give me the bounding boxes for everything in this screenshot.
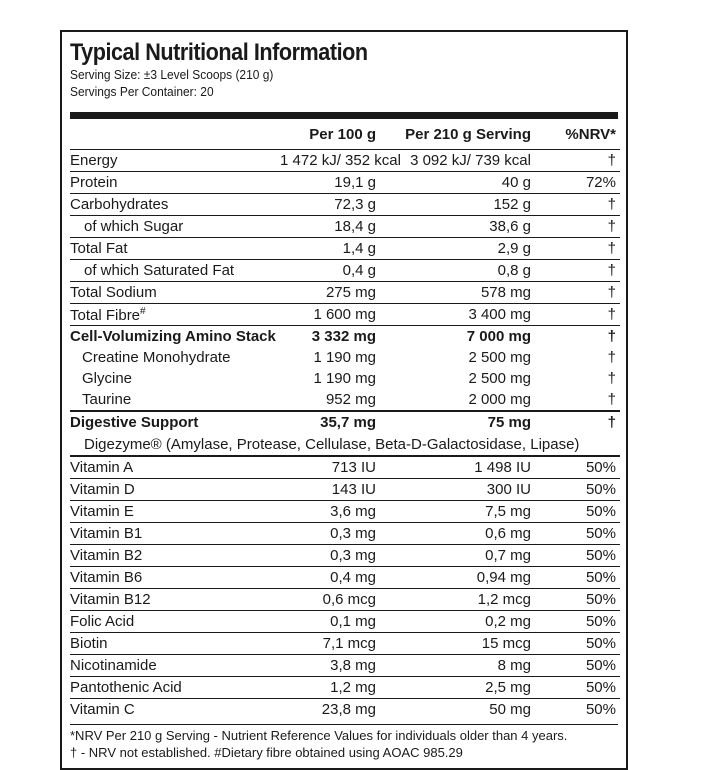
table-row: [70, 150, 620, 172]
per-serving-value: 0,6 mg: [380, 523, 535, 545]
per-100g-value: 1,2 mg: [280, 677, 380, 699]
table-row: [70, 389, 620, 411]
table-row: [70, 501, 620, 523]
nutrient-name: Vitamin B1: [70, 523, 280, 545]
nutrient-name: Pantothenic Acid: [70, 677, 280, 699]
nutrition-panel: [60, 30, 628, 770]
per-100g-value: 1 190 mg: [313, 370, 376, 387]
per-serving-value: 578 mg: [380, 282, 535, 304]
per-100g-value: 952 mg: [280, 389, 380, 411]
per-serving-value: 2 500 mg: [468, 349, 531, 366]
nrv-value: 50%: [535, 655, 620, 677]
table-row: [70, 677, 620, 699]
per-serving-value: 7 000 mg: [466, 328, 531, 345]
nrv-value: †: [535, 238, 620, 260]
nutrient-name: Vitamin B6: [70, 567, 280, 589]
per-100g-value: 0,6 mcg: [280, 589, 380, 611]
per-100g-value: 3,8 mg: [280, 655, 380, 677]
table-row: [70, 260, 620, 282]
nutrient-name: Total Sodium: [70, 282, 280, 304]
nutrient-name-text: Total Fibre: [70, 306, 141, 324]
per-100g-value: 0,3 mg: [280, 523, 380, 545]
per-100g-value: 72,3 g: [280, 194, 380, 216]
per-serving-value: 1 498 IU: [380, 456, 535, 479]
nutrient-name: Creatine Monohydrate: [82, 349, 231, 366]
table-row: [70, 411, 620, 433]
nrv-value: 50%: [535, 501, 620, 523]
table-row: [70, 699, 620, 721]
table-row: [70, 589, 620, 611]
nrv-value: 50%: [535, 567, 620, 589]
nutrient-name: [70, 304, 280, 326]
table-row: [70, 326, 620, 348]
per-serving-value: 8 mg: [380, 655, 535, 677]
per-serving-value: 75 mg: [487, 414, 531, 431]
table-row: [70, 523, 620, 545]
nrv-not-established-footnote: † - NRV not established. #Dietary fibre obtained using AOAC 985.29: [70, 745, 463, 760]
nrv-value: †: [535, 260, 620, 282]
table-row: [70, 368, 620, 389]
nutrient-name: of which Saturated Fat: [70, 260, 280, 282]
per-serving-value: 38,6 g: [380, 216, 535, 238]
per-100g-value: 18,4 g: [280, 216, 380, 238]
table-row: [70, 433, 620, 456]
nrv-footnote: *NRV Per 210 g Serving - Nutrient Reference Values for individuals older than 4 years.: [70, 728, 568, 743]
table-row: [70, 172, 620, 194]
nutrient-name: Total Fat: [70, 238, 280, 260]
nutrient-name: Cell-Volumizing Amino Stack: [70, 328, 276, 345]
table-row: [70, 304, 620, 326]
nrv-value: †: [535, 304, 620, 326]
table-row: [70, 194, 620, 216]
thick-divider: [70, 112, 618, 119]
per-serving-value: 0,94 mg: [380, 567, 535, 589]
per-serving-value: 3 400 mg: [380, 304, 535, 326]
header-per-serving: Per 210 g Serving: [380, 119, 535, 150]
per-100g-value: 7,1 mcg: [280, 633, 380, 655]
nrv-value: †: [607, 370, 616, 387]
table-row: [70, 216, 620, 238]
per-serving-value: 300 IU: [380, 479, 535, 501]
nrv-value: 50%: [535, 589, 620, 611]
per-100g-value: 713 IU: [280, 456, 380, 479]
nrv-value: 50%: [535, 633, 620, 655]
nutrient-name: Glycine: [82, 370, 133, 387]
per-100g-value: 19,1 g: [280, 172, 380, 194]
header-nutrient: [70, 119, 280, 150]
header-per-100g: Per 100 g: [280, 119, 380, 150]
nutrient-name: Vitamin C: [70, 701, 135, 718]
nutrient-name: Protein: [70, 172, 280, 194]
per-serving-value: 1,2 mcg: [380, 589, 535, 611]
nrv-value: 50%: [535, 677, 620, 699]
per-serving-value: 152 g: [380, 194, 535, 216]
nutrient-name: Vitamin E: [70, 501, 280, 523]
servings-per-container: Servings Per Container: 20: [70, 84, 214, 99]
per-serving-value: 2 500 mg: [468, 370, 531, 387]
nrv-value: 50%: [535, 479, 620, 501]
table-row: [70, 238, 620, 260]
nutrient-name: Energy: [70, 150, 280, 172]
table-row: [70, 633, 620, 655]
per-serving-value: 0,8 g: [380, 260, 535, 282]
nrv-value: †: [607, 328, 616, 345]
per-serving-value: 0,7 mg: [380, 545, 535, 567]
per-100g-value: 1 190 mg: [313, 349, 376, 366]
serving-size: Serving Size: ±3 Level Scoops (210 g): [70, 67, 274, 82]
nrv-value: 50%: [535, 545, 620, 567]
per-100g-value: 23,8 mg: [321, 701, 376, 718]
per-100g-value: 143 IU: [280, 479, 380, 501]
nutrient-name: Carbohydrates: [70, 194, 280, 216]
table-header-row: [70, 119, 620, 150]
per-serving-value: 2 000 mg: [380, 389, 535, 411]
nutrient-name: Digestive Support: [70, 414, 199, 431]
nrv-value: †: [535, 389, 620, 411]
per-100g-value: 0,3 mg: [280, 545, 380, 567]
per-serving-value: 2,5 mg: [380, 677, 535, 699]
table-row: [70, 479, 620, 501]
table-row: [70, 545, 620, 567]
nrv-value: 50%: [585, 701, 616, 718]
footnotes: [70, 724, 618, 761]
table-row: [70, 456, 620, 479]
nutrient-name: Vitamin D: [70, 479, 280, 501]
per-serving-value: 7,5 mg: [380, 501, 535, 523]
nutrient-name: Vitamin B12: [70, 589, 280, 611]
per-serving-value: 2,9 g: [380, 238, 535, 260]
per-100g-value: 3,6 mg: [280, 501, 380, 523]
panel-title: Typical Nutritional Information: [70, 39, 368, 66]
nrv-value: 50%: [535, 611, 620, 633]
per-serving-value: 0,2 mg: [380, 611, 535, 633]
digezyme-description: Digezyme® (Amylase, Protease, Cellulase, Beta-D-Galactosidase, Lipase): [70, 433, 620, 456]
nrv-value: †: [535, 194, 620, 216]
table-row: [70, 655, 620, 677]
nrv-value: †: [607, 414, 616, 431]
per-100g-value: 1 600 mg: [280, 304, 380, 326]
per-serving-value: 3 092 kJ/ 739 kcal: [380, 150, 535, 172]
nutrient-name: Vitamin A: [70, 456, 280, 479]
nutrient-name: Taurine: [70, 389, 280, 411]
nrv-value: †: [607, 349, 616, 366]
per-serving-value: 50 mg: [489, 701, 531, 718]
per-serving-value: 15 mcg: [380, 633, 535, 655]
nrv-value: †: [535, 282, 620, 304]
per-serving-value: 40 g: [380, 172, 535, 194]
table-row: [70, 282, 620, 304]
per-100g-value: 0,1 mg: [280, 611, 380, 633]
per-100g-value: 1 472 kJ/ 352 kcal: [280, 150, 380, 172]
nrv-value: 50%: [535, 456, 620, 479]
nutrient-name: Biotin: [70, 633, 280, 655]
nutrient-name: of which Sugar: [70, 216, 280, 238]
nutrient-name: Vitamin B2: [70, 545, 280, 567]
per-100g-value: 0,4 mg: [280, 567, 380, 589]
nutrient-name: Nicotinamide: [70, 655, 280, 677]
table-row: [70, 347, 620, 368]
nutrition-table: [70, 119, 620, 720]
per-100g-value: 3 332 mg: [311, 328, 376, 345]
per-100g-value: 275 mg: [280, 282, 380, 304]
per-100g-value: 0,4 g: [280, 260, 380, 282]
nrv-value: †: [535, 216, 620, 238]
per-100g-value: 1,4 g: [280, 238, 380, 260]
table-row: [70, 611, 620, 633]
nrv-value: 72%: [535, 172, 620, 194]
per-100g-value: 35,7 mg: [320, 414, 376, 431]
nutrient-name: Folic Acid: [70, 611, 280, 633]
fibre-footnote-mark: #: [140, 305, 146, 317]
nrv-value: †: [535, 150, 620, 172]
header-nrv: %NRV*: [535, 119, 620, 150]
table-row: [70, 567, 620, 589]
nrv-value: 50%: [535, 523, 620, 545]
